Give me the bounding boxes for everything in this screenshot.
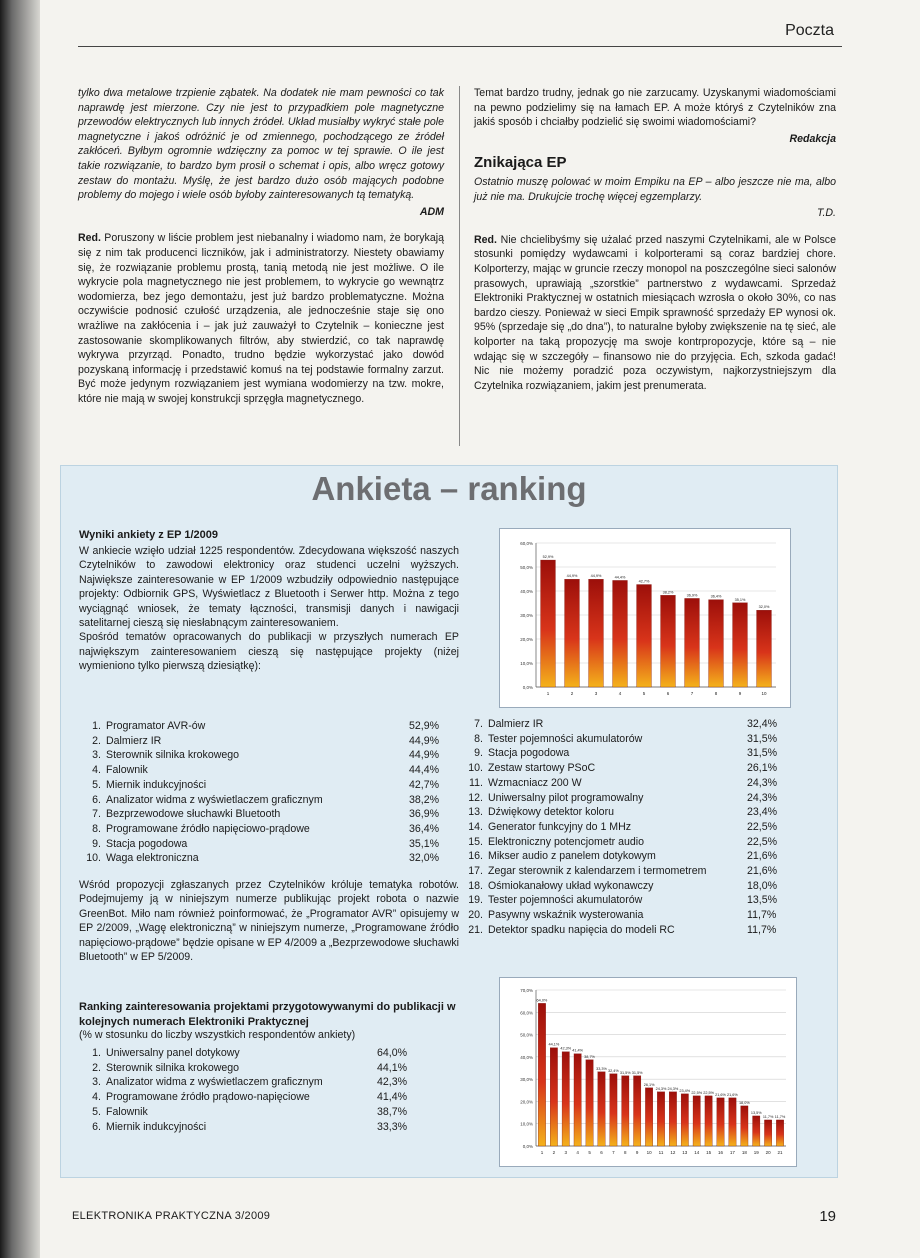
x-tick-label: 4: [576, 1150, 579, 1155]
bar: [709, 600, 724, 687]
item-number: 9.: [474, 747, 483, 760]
item-number: 1.: [92, 720, 101, 732]
x-tick-label: 13: [682, 1150, 688, 1155]
bar-value-label: 52,9%: [542, 555, 554, 560]
intro-paragraph-1: W ankiecie wzięło udział 1225 respondentów. Zdecydowana większość naszych Czytelników to zawodowi elektronicy oraz studenci uczelni wyższych. Największe zainteresowanie w EP 1/2009 wzbudziły odpowiednio następujące projekty: Odbiornik GPS, Wyświetlacz z Bluetooth i Serwer http. Można z tego wyciągnąć wniosek, że tematy łączności, transmisji danych i nawigacji satelitarnej cieszą się niesłabnącym zainteresowaniem.: [79, 545, 459, 630]
item-name: Zestaw startowy PSoC: [488, 762, 596, 775]
bar: [637, 585, 652, 687]
left-signature: ADM: [419, 205, 444, 218]
ankieta-box: [60, 465, 838, 1178]
bar-value-label: 32,4%: [607, 1068, 619, 1073]
right-column: [474, 86, 836, 393]
item-name: Uniwersalny pilot programowalny: [488, 791, 644, 804]
list-item: [79, 778, 463, 793]
item-name: Sterownik silnika krokowego: [106, 749, 240, 762]
bar: [562, 1052, 569, 1146]
item-number: 2.: [92, 1061, 101, 1074]
bar-value-label: 42,7%: [638, 579, 650, 584]
bar: [645, 1088, 652, 1146]
y-tick-label: 70,0%: [520, 988, 533, 993]
item-percent: 24,3%: [747, 776, 778, 789]
x-tick-label: 1: [546, 691, 550, 696]
x-tick-label: 7: [612, 1150, 615, 1155]
chart-prepared-svg: [500, 978, 796, 1166]
item-percent: 42,3%: [377, 1076, 408, 1089]
y-tick-label: 30,0%: [520, 613, 533, 618]
list-item: [461, 805, 801, 820]
bar-value-label: 44,1%: [548, 1042, 560, 1047]
item-name: Falownik: [106, 1105, 148, 1118]
item-number: 19.: [468, 894, 483, 907]
bar: [685, 598, 700, 687]
list-item: [79, 837, 463, 852]
item-name: Programator AVR-ów: [106, 720, 206, 732]
item-percent: 36,4%: [409, 822, 440, 835]
y-tick-label: 40,0%: [520, 1054, 533, 1060]
item-name: Uniwersalny panel dotykowy: [106, 1047, 240, 1059]
bar-value-label: 26,1%: [643, 1082, 655, 1087]
bar: [598, 1072, 605, 1146]
bar: [717, 1098, 724, 1146]
bar-value-label: 18,0%: [738, 1100, 750, 1105]
list-item: [79, 734, 463, 749]
page-number: 19: [819, 1208, 836, 1225]
list-item: [79, 851, 463, 866]
bar-value-label: 21,6%: [715, 1092, 726, 1097]
item-name: Programowane źródło napięciowo-prądowe: [106, 822, 310, 835]
list-item: [461, 879, 801, 894]
bar-value-label: 32,0%: [758, 605, 770, 610]
item-percent: 13,5%: [747, 894, 778, 907]
ranking-list-7-21: [461, 717, 801, 938]
ranking2-subheading: (% w stosunku do liczby wszystkich respondentów ankiety): [79, 1029, 356, 1041]
item-name: Analizator widma z wyświetlaczem graficznym: [106, 793, 323, 806]
column-divider: [459, 86, 460, 446]
item-number: 8.: [92, 822, 101, 835]
x-tick-label: 21: [777, 1150, 783, 1155]
y-tick-label: 50,0%: [520, 565, 533, 570]
item-name: Programowane źródło prądowo-napięciowe: [106, 1091, 310, 1104]
ranking2-heading: Ranking zainteresowania projektami przygotowywanymi do publikacji w kolejnych numerach Elektroniki Praktycznej: [79, 1001, 456, 1028]
right-reply-label: Red.: [474, 233, 497, 246]
x-tick-label: 2: [552, 1150, 556, 1155]
item-number: 5.: [92, 1105, 101, 1118]
bar: [586, 1060, 593, 1146]
x-tick-label: 15: [706, 1150, 712, 1155]
list-item: [79, 1046, 431, 1061]
x-tick-label: 6: [666, 691, 670, 696]
x-tick-label: 5: [588, 1150, 591, 1155]
list-item: [79, 763, 463, 778]
item-percent: 31,5%: [747, 732, 778, 745]
footer-publication: ELEKTRONIKA PRAKTYCZNA 3/2009: [72, 1210, 271, 1222]
item-percent: 44,1%: [377, 1061, 408, 1074]
item-number: 15.: [468, 835, 483, 848]
chart-top10-svg: [500, 529, 790, 707]
item-percent: 52,9%: [409, 720, 440, 732]
bar: [574, 1054, 581, 1146]
item-name: Zegar sterownik z kalendarzem i termometrem: [488, 865, 707, 878]
left-column: [78, 86, 444, 406]
right-intro-signature: Redakcja: [789, 132, 836, 145]
x-tick-label: 18: [741, 1150, 747, 1155]
bar-value-label: 24,3%: [667, 1086, 679, 1091]
x-tick-label: 4: [618, 691, 622, 696]
item-percent: 33,3%: [377, 1120, 408, 1133]
list-item: [461, 893, 801, 908]
bar-value-label: 36,4%: [710, 594, 722, 599]
list-item: [79, 748, 463, 763]
list-item: [461, 717, 801, 732]
intro-paragraph-2: Spośród tematów opracowanych do publikacji w przyszłych numerach EP największym zainteresowaniem cieszą się następujące projekty (niżej wymieniono tylko pierwszą dziesiątkę):: [79, 631, 459, 673]
bar-value-label: 22,5%: [691, 1090, 703, 1095]
item-number: 3.: [92, 749, 101, 762]
bar: [681, 1094, 688, 1146]
item-number: 2.: [92, 734, 101, 747]
list-item: [461, 908, 801, 923]
results-heading: Wyniki ankiety z EP 1/2009: [79, 529, 219, 541]
bar: [550, 1048, 557, 1146]
bar-value-label: 11,7%: [774, 1114, 786, 1119]
item-name: Generator funkcyjny do 1 MHz: [488, 820, 632, 833]
y-tick-label: 30,0%: [520, 1077, 533, 1083]
ankieta-title: Ankieta – ranking: [311, 470, 587, 507]
item-name: Waga elektroniczna: [106, 852, 199, 865]
bar: [757, 610, 772, 687]
item-name: Sterownik silnika krokowego: [106, 1061, 240, 1074]
left-reply-label: Red.: [78, 232, 101, 245]
item-name: Wzmacniacz 200 W: [488, 776, 582, 789]
list-item: [79, 1120, 431, 1135]
bar: [753, 1116, 760, 1146]
item-number: 16.: [468, 850, 483, 863]
item-percent: 11,7%: [747, 909, 777, 922]
item-number: 20.: [468, 909, 483, 922]
bar: [764, 1120, 771, 1146]
x-tick-label: 10: [646, 1150, 652, 1155]
item-percent: 44,9%: [409, 734, 440, 747]
list-item: [461, 732, 801, 747]
bar-value-label: 13,5%: [750, 1110, 762, 1115]
list-item: [79, 822, 463, 837]
x-tick-label: 19: [753, 1150, 759, 1155]
x-tick-label: 2: [570, 691, 574, 696]
item-number: 9.: [92, 837, 101, 850]
bar-value-label: 44,4%: [614, 575, 626, 580]
bar-value-label: 38,2%: [662, 590, 674, 595]
bar-value-label: 23,4%: [679, 1088, 691, 1093]
item-name: Stacja pogodowa: [488, 747, 570, 760]
item-name: Elektroniczny potencjometr audio: [488, 835, 645, 848]
list-item: [461, 776, 801, 791]
y-tick-label: 60,0%: [520, 541, 533, 546]
bar-value-label: 31,5%: [631, 1070, 643, 1075]
chart-top10: [499, 528, 791, 708]
ankieta-middle-text: Wśród propozycji zgłaszanych przez Czytelników króluje tematyka robotów. Podejmujemy ją w niniejszym numerze publikując projekt robota o nazwie GreenBot. Miło nam również poinformować, że „Programator AVR” opisujemy w EP 2/2009, „Wagę elektroniczną” w niniejszym numerze, „Programowane źródło napięciowo-prądowe” będzie opisane w EP 4/2009 a „Bezprzewodowe słuchawki Bluetooth” w EP 5/2009.: [79, 879, 459, 964]
list-item: [79, 793, 463, 808]
bar-value-label: 64,0%: [536, 998, 548, 1003]
bar-value-label: 22,5%: [703, 1090, 715, 1095]
x-tick-label: 9: [738, 691, 742, 696]
item-name: Stacja pogodowa: [106, 837, 188, 850]
list-item: [79, 719, 463, 734]
right-letter: Ostatnio muszę polować w moim Empiku na EP – albo jeszcze nie ma, albo już nie ma. Drukujcie trochę więcej egzemplarzy.: [474, 175, 836, 203]
bar: [538, 1003, 545, 1146]
item-percent: 24,3%: [747, 791, 778, 804]
x-tick-label: 3: [564, 1150, 568, 1155]
bar-value-label: 44,9%: [590, 574, 602, 579]
item-number: 3.: [92, 1076, 101, 1089]
item-name: Bezprzewodowe słuchawki Bluetooth: [106, 808, 281, 821]
item-name: Dalmierz IR: [488, 718, 544, 730]
x-tick-label: 14: [694, 1150, 700, 1155]
list-item: [79, 1061, 431, 1076]
item-number: 4.: [92, 1091, 101, 1104]
item-name: Detektor spadku napięcia do modeli RC: [488, 923, 675, 936]
x-tick-label: 8: [624, 1150, 627, 1155]
x-tick-label: 10: [761, 691, 767, 696]
ranking-list-top10: [79, 719, 463, 866]
x-tick-label: 11: [658, 1150, 664, 1155]
y-tick-label: 40,0%: [520, 589, 533, 594]
item-number: 14.: [468, 820, 483, 833]
bar-value-label: 35,1%: [734, 597, 746, 602]
bar: [541, 560, 556, 687]
bar: [610, 1074, 617, 1146]
chart-prepared: [499, 977, 797, 1167]
left-reply: [78, 231, 444, 406]
bar-value-label: 11,7%: [762, 1114, 774, 1119]
y-tick-label: 20,0%: [520, 637, 533, 642]
y-tick-label: 50,0%: [520, 1032, 533, 1038]
bar-value-label: 41,4%: [572, 1048, 584, 1053]
item-name: Pasywny wskaźnik wysterowania: [488, 909, 644, 922]
list-item: [79, 807, 463, 822]
right-reply: [474, 233, 836, 394]
item-percent: 44,9%: [409, 749, 440, 762]
item-number: 10.: [86, 852, 101, 865]
header-rule: [78, 46, 842, 47]
item-percent: 35,1%: [409, 837, 440, 850]
bar: [693, 1096, 700, 1146]
page-binding-shadow: [0, 0, 40, 1258]
ankieta-intro: [79, 544, 459, 674]
item-percent: 23,4%: [747, 806, 778, 819]
item-percent: 32,4%: [747, 718, 778, 730]
x-tick-label: 3: [594, 691, 598, 696]
bar: [776, 1120, 783, 1146]
y-tick-label: 0,0%: [522, 685, 533, 690]
bar-value-label: 33,3%: [596, 1066, 607, 1071]
x-tick-label: 6: [600, 1150, 603, 1155]
item-number: 18.: [468, 879, 483, 892]
y-tick-label: 10,0%: [520, 1121, 533, 1127]
item-number: 8.: [474, 732, 483, 745]
bar-value-label: 36,9%: [686, 593, 698, 598]
y-tick-label: 0,0%: [522, 1144, 533, 1149]
bar: [565, 579, 580, 687]
item-percent: 21,6%: [747, 865, 778, 878]
item-percent: 11,7%: [747, 923, 777, 936]
item-number: 13.: [468, 806, 483, 819]
section-label: Poczta: [785, 22, 834, 39]
list-item: [461, 849, 801, 864]
y-tick-label: 10,0%: [520, 661, 533, 666]
bar: [733, 603, 748, 687]
y-tick-label: 20,0%: [520, 1099, 533, 1105]
list-item: [461, 761, 801, 776]
list-item: [461, 923, 801, 938]
item-number: 12.: [468, 791, 483, 804]
item-percent: 26,1%: [747, 762, 778, 775]
item-name: Miernik indukcyjności: [106, 778, 207, 791]
bar-value-label: 38,7%: [584, 1054, 595, 1059]
x-tick-label: 12: [670, 1150, 676, 1155]
item-number: 10.: [468, 762, 483, 775]
list-item: [461, 835, 801, 850]
x-tick-label: 16: [718, 1150, 724, 1155]
item-name: Dźwiękowy detektor koloru: [488, 806, 614, 819]
item-name: Ośmiokanałowy układ wykonawczy: [488, 879, 654, 892]
item-percent: 22,5%: [747, 835, 778, 848]
item-name: Tester pojemności akumulatorów: [488, 894, 643, 907]
item-percent: 22,5%: [747, 820, 778, 833]
bar-value-label: 24,3%: [655, 1086, 667, 1091]
list-item: [461, 864, 801, 879]
x-tick-label: 8: [714, 691, 718, 696]
item-name: Miernik indukcyjności: [106, 1120, 207, 1133]
item-number: 11.: [469, 776, 483, 789]
list-item: [461, 746, 801, 761]
item-number: 6.: [92, 1120, 101, 1133]
right-reply-text: Nie chcielibyśmy się użalać przed naszymi Czytelnikami, ale w Polsce stosunki pomiędzy wydawcami i kolporterami są coraz bardziej chore. Kolporterzy, mając w gruncie rzeczy monopol na poszczególne sieci salonów prasowych, uprawiają „szorstkie” partnerstwo z wydawcami. Sprzedaż Elektroniki Praktycznej w ostatnich miesiącach wzrosła o około 30%, co nas bardzo cieszy. Ponieważ w sieci Empik sprawność sprzedaży EP wynosi ok. 95% (sprzedaje się „do dna”), to naturalne byłoby zwiększenie na tę sieć, ale kolporter na taką propozycję ma swoje kontrpropozycje, które są – nie wdając się w szczegóły – finansowo nie do przyjęcia. Ech, szkoda gadać! Nic nie możemy poradzić poza oczywistym, najkorzystniejszym dla Czytelnika rozwiązaniem, jakim jest prenumerata.: [474, 233, 836, 392]
right-intro: Temat bardzo trudny, jednak go nie zarzucamy. Uzyskanymi wiadomościami na pewno podzielimy się na łamach EP. A może któryś z Czytelników zna jakiś sposób i chciałby podzielić się swoimi wiadomościami?: [474, 87, 836, 129]
item-percent: 64,0%: [377, 1047, 408, 1059]
bar: [729, 1098, 736, 1146]
x-tick-label: 7: [690, 691, 694, 696]
item-number: 5.: [92, 778, 101, 791]
item-number: 7.: [474, 718, 483, 730]
list-item: [461, 820, 801, 835]
y-tick-label: 60,0%: [520, 1010, 533, 1016]
bar: [657, 1092, 664, 1146]
ranking-list-prepared: [79, 1046, 431, 1134]
bar: [705, 1096, 712, 1146]
bar: [634, 1076, 641, 1146]
item-number: 1.: [92, 1047, 101, 1059]
bar: [622, 1076, 629, 1146]
item-percent: 32,0%: [409, 852, 440, 865]
x-tick-label: 17: [729, 1150, 735, 1155]
item-name: Dalmierz IR: [106, 734, 162, 747]
bar: [741, 1106, 748, 1146]
x-tick-label: 9: [635, 1150, 639, 1155]
item-number: 6.: [92, 793, 101, 806]
item-number: 17.: [468, 865, 483, 878]
bar: [669, 1092, 676, 1146]
item-number: 7.: [92, 808, 101, 821]
bar: [589, 579, 604, 687]
list-item: [461, 791, 801, 806]
x-tick-label: 20: [765, 1150, 771, 1155]
item-name: Tester pojemności akumulatorów: [488, 732, 643, 745]
right-signature: T.D.: [816, 207, 836, 220]
item-percent: 38,7%: [377, 1105, 408, 1118]
bar-value-label: 21,6%: [727, 1092, 738, 1097]
bar-value-label: 31,5%: [619, 1070, 631, 1075]
list-item: [79, 1090, 431, 1105]
item-number: 4.: [92, 764, 101, 777]
item-percent: 18,0%: [747, 879, 778, 892]
item-percent: 41,4%: [377, 1091, 408, 1104]
bar-value-label: 42,3%: [560, 1046, 572, 1051]
x-tick-label: 5: [642, 691, 646, 696]
item-percent: 21,6%: [747, 850, 778, 863]
item-percent: 36,9%: [409, 808, 440, 821]
item-percent: 42,7%: [409, 778, 440, 791]
left-reply-text: Poruszony w liście problem jest niebanalny i wiadomo nam, że borykają się z nim tak producenci liczników, jak i administratorzy. Niestety obawiamy się, że rozwiązanie problemu prostą, tanią metodą nie jest możliwe. O ile wykrycie pola magnetycznego nie jest problemem, to wykrycie go wewnątrz wodomierza, bez jego demontażu, jest już bardzo problematyczne. Można oczywiście podnosić czułość urządzenia, ale jednocześnie staje się ono wrażliwe na zakłócenia i – jak już zauważył to Czytelnik – konieczne jest zastosowanie skomplikowanych filtrów, aby stwierdzić, co tak naprawdę wykrywa przyrząd. Ponadto, trudno będzie wykorzystać jako dowód pozyskaną informację i przedstawić komuś na tej podstawie formalny zarzut. Być może jedynym rozwiązaniem jest wymiana wodomierzy na tzw. mokre, które nie mają w swojej konstrukcji sprzęgła magnetycznego.: [78, 232, 444, 405]
item-percent: 31,5%: [747, 747, 778, 760]
bar-value-label: 44,9%: [566, 574, 578, 579]
item-name: Mikser audio z panelem dotykowym: [488, 850, 656, 863]
left-letter: tylko dwa metalowe trzpienie ząbatek. Na dodatek nie mam pewności co tak naprawdę jest mierzone. Czy nie jest to przypadkiem pole magnetyczne przewodów elektrycznych lub innych źródeł. Układ musiałby wykryć stałe pole magnetyczne i jakoś odróżnić je od zmiennego, pochodzącego ze źródeł zakłóceń. Byłbym ogromnie wdzięczny za pomoc w tej sprawie. O ile jest takie rozwiązanie, to bardzo bym prosił o schemat i opis, albo wręcz gotowy zestaw do montażu. Myślę, że jest bardzo dużo osób mających podobne problemy do mojego i wiele osób byłoby zainteresowanych tą tematyką.: [78, 87, 444, 202]
item-number: 21.: [468, 923, 483, 936]
item-percent: 38,2%: [409, 793, 440, 806]
right-heading: Znikająca EP: [474, 154, 567, 172]
item-name: Analizator widma z wyświetlaczem graficznym: [106, 1076, 323, 1089]
bar: [661, 595, 676, 687]
x-tick-label: 1: [540, 1150, 544, 1155]
bar: [613, 580, 628, 687]
list-item: [79, 1105, 431, 1120]
item-percent: 44,4%: [409, 764, 440, 777]
item-name: Falownik: [106, 764, 148, 777]
list-item: [79, 1075, 431, 1090]
